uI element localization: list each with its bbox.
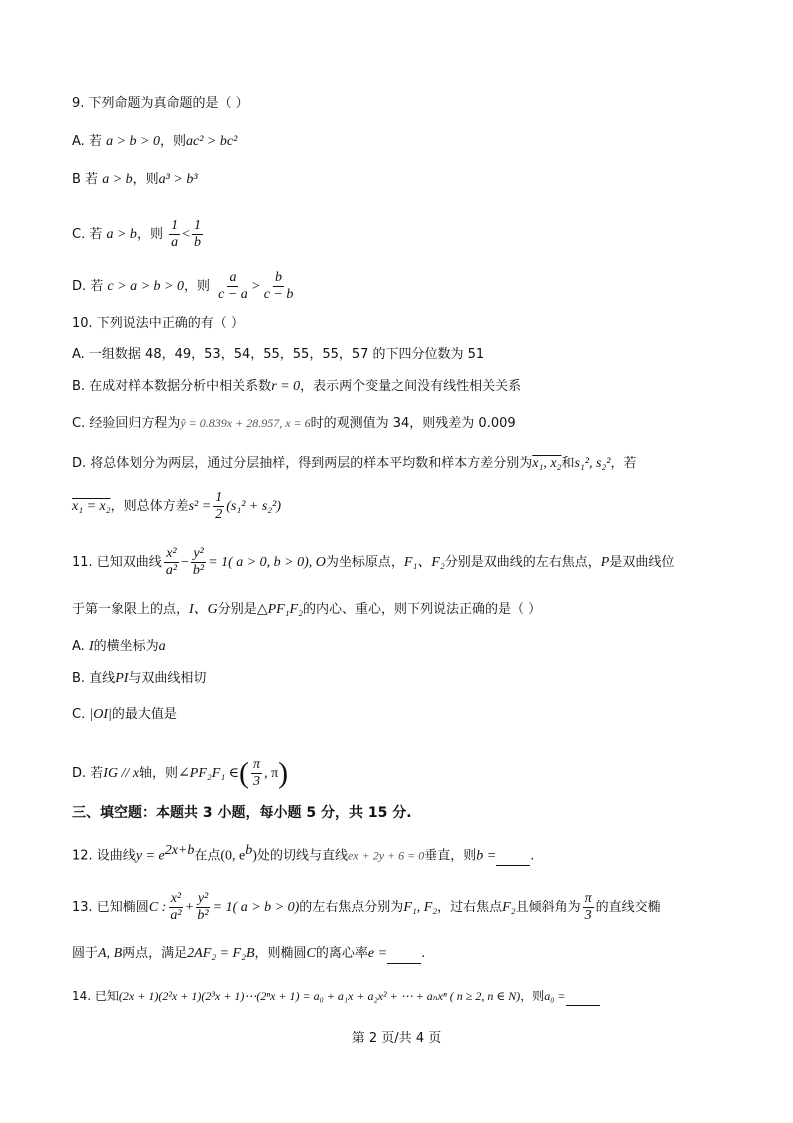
text: ，若 [610, 456, 637, 471]
math: a > b [106, 227, 137, 242]
text: 处的切线与直线 [256, 848, 348, 864]
fraction: $\frac{\text{y²}}{\text{b²}}$ [197, 891, 209, 923]
fraction: $\frac{1}{b}$ [194, 218, 201, 250]
q10-stem: 10. 下列说法中正确的有（ ） [72, 316, 244, 331]
text: ，过右焦点 [437, 900, 503, 915]
fraction: $\frac{\text{x²}}{\text{a²}}$ [170, 891, 182, 923]
text: 的横坐标为 [93, 639, 159, 654]
operator: + [185, 900, 194, 915]
text: 时的观测值为 34，则残差为 0.009 [310, 416, 516, 431]
text: 在点 [194, 848, 221, 864]
text: C. 经验回归方程为 [72, 416, 181, 431]
fraction: $\frac{\pi}{3}$ [253, 757, 261, 789]
text: ，则总体方差 [110, 499, 189, 514]
text: 轴，则 [139, 766, 179, 781]
text: 于第一象限上的点， [72, 602, 190, 617]
math: 2AF₂ = F₂B [187, 946, 255, 961]
label: B 若 [72, 172, 99, 187]
fraction: $\frac{\text{y²}}{\text{b²}}$ [192, 546, 205, 578]
section-heading: 三、填空题：本题共 3 小题，每小题 5 分，共 15 分. [72, 805, 412, 821]
q12 [72, 841, 534, 866]
math: ac² > bc² [186, 134, 238, 149]
text: 11. 已知双曲线 [72, 555, 162, 570]
text: . [530, 848, 535, 864]
math: b = [476, 848, 497, 864]
label: A. 若 [72, 134, 102, 149]
page-footer: 第 2 页/共 4 页 [351, 1031, 442, 1046]
operator: > [251, 279, 260, 294]
fraction: $\frac{1}{a}$ [171, 218, 179, 250]
math: F₂ [502, 900, 516, 915]
math: = 1( a > b > 0) [212, 900, 300, 915]
fraction: $\frac{\text{x²}}{\text{a²}}$ [165, 546, 178, 578]
q11-stem [72, 546, 674, 579]
text: ，表示两个变量之间没有线性相关关系 [300, 379, 522, 394]
q11-option-c [72, 705, 177, 725]
math: a > b [102, 172, 133, 187]
q9-option-d [72, 270, 297, 303]
text: ，则 [520, 989, 545, 1003]
q9-option-c [72, 218, 205, 251]
operator: − [181, 555, 189, 570]
math: r = 0 [271, 379, 301, 394]
text: 14. 已知 [72, 989, 119, 1003]
math: F₁, F₂ [403, 900, 438, 915]
math: △PF₁F₂ [256, 602, 303, 617]
label: C. 若 [72, 227, 103, 242]
answer-blank [387, 949, 421, 964]
text: 的离心率 [315, 946, 368, 961]
q11-stem-cont [72, 600, 541, 620]
math: C [306, 946, 316, 961]
q13 [72, 891, 661, 924]
q9-option-b [72, 170, 198, 190]
q9-stem: 9. 下列命题为真命题的是（ ） [72, 96, 249, 111]
text: 是双曲线位 [609, 555, 675, 570]
math: a > b > 0 [106, 134, 160, 149]
math: ex + 2y + 6 = 0 [347, 848, 425, 863]
text: 与双曲线相切 [128, 671, 207, 686]
q14 [72, 986, 600, 1006]
text: 为坐标原点， [325, 555, 404, 570]
text: D. 若 [72, 766, 104, 781]
text: ，则 [132, 172, 159, 187]
math: (2x + 1)(2²x + 1)(2³x + 1)⋯(2ⁿx + 1) = a₀ + a₁x + a₂x² + ⋯ + aₙxⁿ ( n ≥ 2, n ∈ N) [118, 989, 521, 1003]
q11-option-b [72, 669, 206, 689]
text: ，则椭圆 [254, 946, 307, 961]
math: y = e [135, 848, 165, 864]
q13-cont [72, 944, 425, 964]
fraction: $\frac{a}{c - a}$ [218, 270, 248, 302]
math: a₀ = [544, 989, 566, 1003]
text: 两点，满足 [122, 946, 188, 961]
text: ，则 [159, 134, 186, 149]
math: a³ > b³ [158, 172, 198, 187]
text: D. 将总体划分为两层，通过分层抽样，得到两层的样本平均数和样本方差分别为 [72, 456, 533, 471]
left-paren: ( [239, 756, 250, 790]
q9-option-a [72, 132, 237, 152]
math: = 1( a > 0, b > 0), O [208, 555, 326, 570]
label: D. 若 [72, 279, 104, 294]
text: 的最大值是 [111, 707, 177, 722]
label: C. [72, 707, 86, 722]
q10-option-d-cont [72, 490, 281, 523]
text: 分别是 [217, 602, 257, 617]
math: c > a > b > 0 [107, 279, 184, 294]
text: 圆于 [72, 946, 99, 961]
math: IG // x [103, 766, 140, 781]
answer-blank [496, 851, 530, 866]
text: ，则 [136, 227, 163, 242]
text: 和 [561, 456, 575, 471]
fraction: $\frac{b}{c - b}$ [263, 270, 294, 302]
q10-option-d [72, 454, 637, 474]
text: 且倾斜角为 [515, 900, 581, 915]
math: A, B [98, 946, 123, 961]
text: ，则 [183, 279, 210, 294]
answer-blank [566, 991, 600, 1006]
text: 的左右焦点分别为 [299, 900, 404, 915]
math: I、G [189, 602, 218, 617]
math: PI [115, 671, 129, 686]
math: (0, e [220, 848, 246, 864]
math: e = [367, 946, 388, 961]
math: I [88, 639, 94, 654]
math: x₁, x₂ [532, 456, 562, 471]
text: 12. 设曲线 [72, 848, 136, 864]
fraction: $\frac{1}{2}$ [215, 490, 223, 522]
right-paren: ) [278, 756, 289, 790]
math: x₁ = x₂ [72, 499, 111, 514]
math: C : [148, 900, 167, 915]
q10-option-a: A. 一组数据 48，49，53，54，55，55，55，57 的下四分位数为 51 [72, 347, 485, 362]
math: (s₁² + s₂²) [226, 499, 282, 514]
q11-option-a [72, 637, 166, 657]
math: |OI| [89, 707, 112, 722]
math: P [600, 555, 610, 570]
text: B. 在成对样本数据分析中相关系数 [72, 379, 272, 394]
math: a [158, 639, 166, 654]
text: B. 直线 [72, 671, 116, 686]
text: 13. 已知椭圆 [72, 900, 149, 915]
text: . [421, 946, 426, 961]
math: , π [264, 766, 279, 781]
math: s² = [188, 499, 212, 514]
math: ∠PF₂F₁ ∈ [178, 766, 240, 781]
q11-option-d [72, 757, 288, 790]
text: 分别是双曲线的左右焦点， [444, 555, 601, 570]
math: s₁², s₂² [574, 456, 611, 471]
math: F₁、F₂ [403, 555, 445, 570]
q10-option-c [72, 413, 516, 434]
fraction: $\frac{\pi}{3}$ [584, 891, 592, 923]
text: 的直线交椭 [595, 900, 661, 915]
label: A. [72, 639, 85, 654]
math: ŷ = 0.839x + 28.957, x = 6 [180, 416, 311, 430]
text: 垂直，则 [424, 848, 477, 864]
math: ) [252, 848, 257, 864]
text: 的内心、重心，则下列说法正确的是（ ） [302, 602, 542, 617]
q10-option-b [72, 377, 521, 397]
operator: < [182, 227, 190, 242]
math-exponent: b [245, 843, 253, 858]
math-exponent: 2x+b [164, 843, 195, 858]
